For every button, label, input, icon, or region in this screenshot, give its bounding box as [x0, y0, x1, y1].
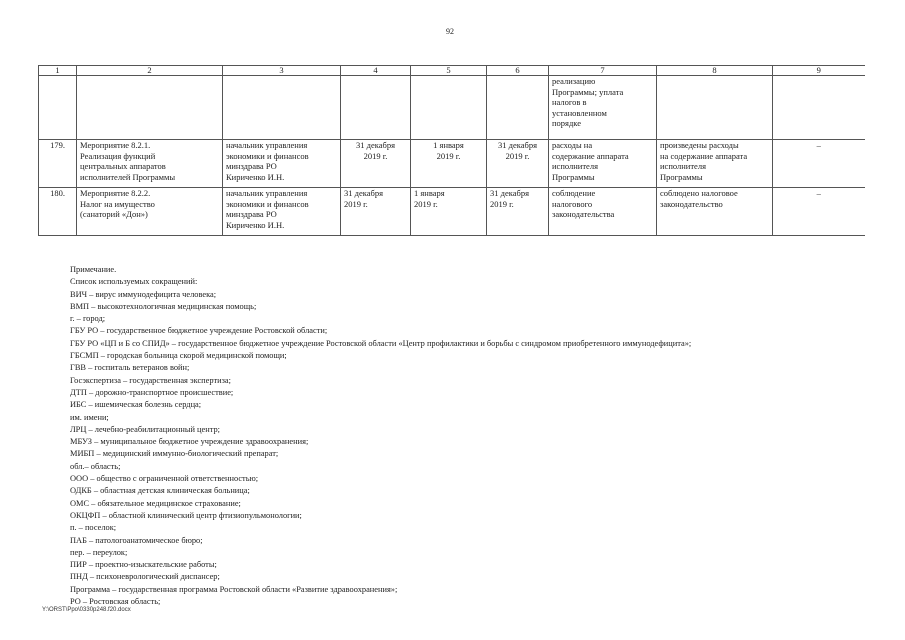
header-row [39, 66, 865, 76]
abbreviation-item: ГБСМП – городская больница скорой медицинской помощи; [70, 351, 287, 361]
header-cell: 8 [657, 66, 773, 76]
fact-start-date-cell: 1 января 2019 г. [411, 188, 487, 236]
page-number: 92 [446, 27, 454, 36]
abbreviation-item: ПАБ – патологоанатомическое бюро; [70, 535, 203, 545]
table-row [39, 188, 865, 236]
abbreviation-item: ПИР – проектно-изыскательские работы; [70, 560, 217, 570]
abbreviation-item: ПНД – психоневрологический диспансер; [70, 572, 220, 582]
abbreviation-item: ОКЦФП – областной клинический центр фтизиопульмонологии; [70, 510, 302, 520]
abbreviation-item: пер. – переулок; [70, 547, 128, 557]
abbreviation-item: обл.– область; [70, 461, 121, 471]
header-cell: 2 [77, 66, 223, 76]
note-cell: – [773, 188, 865, 236]
abbreviation-item: ВИЧ – вирус иммунодефицита человека; [70, 289, 217, 299]
abbreviation-item: им. имени; [70, 412, 109, 422]
abbreviation-item: РО – Ростовская область; [70, 597, 161, 607]
note-heading: Примечание. [70, 265, 117, 274]
events-table [38, 65, 865, 236]
abbreviation-item: МБУЗ – муниципальное бюджетное учреждение здравоохранения; [70, 437, 309, 447]
abbreviation-item: Программа – государственная программа Ростовской области «Развитие здравоохранения»; [70, 584, 398, 594]
header-cell: 3 [223, 66, 341, 76]
file-path-footer: Y:\ORST\Ppo\0330p248.f20.docx [42, 607, 131, 613]
fact-start-date-cell: 1 января 2019 г. [411, 140, 487, 188]
row-number: 180. [39, 188, 77, 236]
header-cell: 6 [487, 66, 549, 76]
header-cell: 1 [39, 66, 77, 76]
responsible-cell: начальник управления экономики и финансов минздрава РО Кириченко И.Н. [223, 140, 341, 188]
abbreviations-heading: Список используемых сокращений: [70, 277, 198, 287]
header-cell: 9 [773, 66, 865, 76]
abbreviation-item: ГБУ РО «ЦП и Б со СПИД» – государственное бюджетное учреждение Ростовской области «Центр профилактики и борьбы с синдромом приобретенного иммунодефицита»; [70, 338, 692, 348]
actual-result-cell: произведены расходы на содержание аппарата исполнителя Программы [657, 140, 773, 188]
note-cell: – [773, 140, 865, 188]
abbreviation-item: МИБП – медицинский иммунно-биологический препарат; [70, 449, 279, 459]
abbreviation-item: ВМП – высокотехнологичная медицинская помощь; [70, 301, 257, 311]
header-cell: 7 [549, 66, 657, 76]
row-number: 179. [39, 140, 77, 188]
actual-result-cell: соблюдено налоговое законодательство [657, 188, 773, 236]
abbreviation-item: п. – поселок; [70, 523, 117, 533]
table-row [39, 140, 865, 188]
event-cell: Мероприятие 8.2.2. Налог на имущество (санаторий «Дон») [77, 188, 223, 236]
planned-result-cell: расходы на содержание аппарата исполнителя Программы [549, 140, 657, 188]
abbreviation-item: ЛРЦ – лечебно-реабилитационный центр; [70, 424, 220, 434]
abbreviation-item: ИБС – ишемическая болезнь сердца; [70, 400, 202, 410]
responsible-cell: начальник управления экономики и финансов минздрава РО Кириченко И.Н. [223, 188, 341, 236]
abbreviation-item: ГВВ – госпиталь ветеранов войн; [70, 363, 190, 373]
plan-end-date-cell: 31 декабря 2019 г. [341, 188, 411, 236]
abbreviation-item: ОМС – обязательное медицинское страхование; [70, 498, 241, 508]
abbreviation-item: Госэкспертиза – государственная экспертиза; [70, 375, 231, 385]
abbreviation-item: ООО – общество с ограниченной ответственностью; [70, 474, 259, 484]
planned-result-cell: соблюдение налогового законодательства [549, 188, 657, 236]
header-cell: 4 [341, 66, 411, 76]
abbreviation-item: ГБУ РО – государственное бюджетное учреждение Ростовской области; [70, 326, 328, 336]
fact-end-date-cell: 31 декабря 2019 г. [487, 140, 549, 188]
plan-end-date-cell: 31 декабря 2019 г. [341, 140, 411, 188]
header-cell: 5 [411, 66, 487, 76]
continued-result-cell: реализацию Программы; уплата налогов в установленном порядке [549, 76, 657, 140]
fact-end-date-cell: 31 декабря 2019 г. [487, 188, 549, 236]
continuation-row [39, 76, 865, 140]
event-cell: Мероприятие 8.2.1. Реализация функций центральных аппаратов исполнителей Программы [77, 140, 223, 188]
abbreviation-item: ДТП – дорожно-транспортное происшествие; [70, 387, 234, 397]
abbreviation-item: ОДКБ – областная детская клиническая больница; [70, 486, 250, 496]
abbreviations-notes [70, 264, 691, 608]
abbreviation-item: г. – город; [70, 314, 106, 324]
